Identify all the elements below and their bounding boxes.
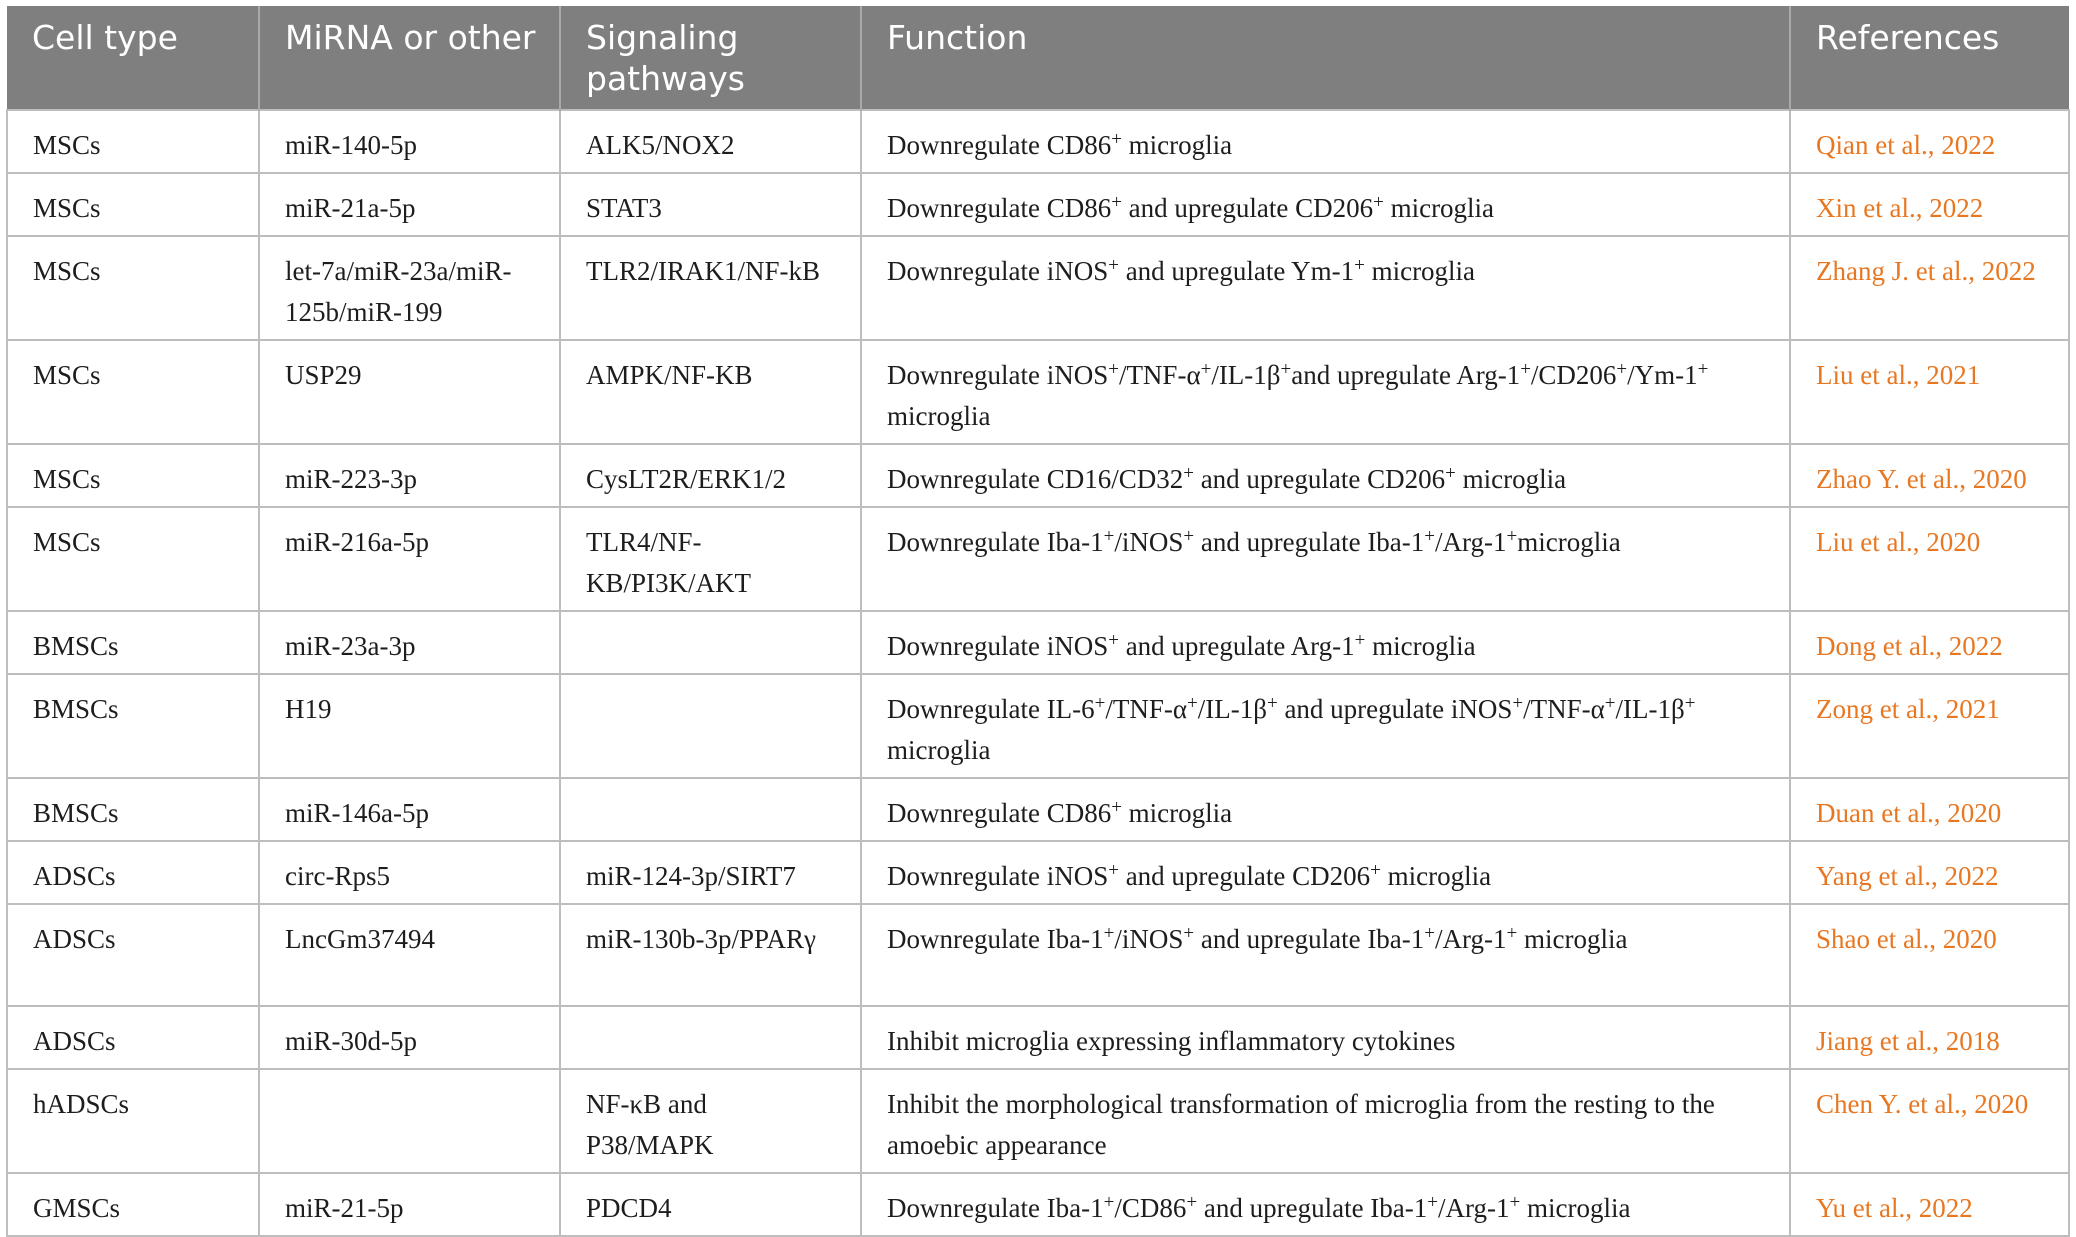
table-row <box>7 1006 2069 1069</box>
cell-type: MSCs <box>7 340 259 444</box>
table-row <box>7 1069 2069 1173</box>
table-row <box>7 904 2069 1006</box>
cell-function: Downregulate iNOS+ and upregulate Arg-1+ microglia <box>861 611 1790 674</box>
cell-pathway: PDCD4 <box>560 1173 861 1236</box>
cell-type: BMSCs <box>7 674 259 778</box>
cell-function: Downregulate iNOS+/TNF-α+/IL-1β+and upregulate Arg-1+/CD206+/Ym-1+ microglia <box>861 340 1790 444</box>
cell-mirna: miR-146a-5p <box>259 778 560 841</box>
table-row <box>7 841 2069 904</box>
cell-type: BMSCs <box>7 778 259 841</box>
table-row <box>7 444 2069 507</box>
cell-pathway <box>560 778 861 841</box>
reference-link[interactable]: Zhang J. et al., 2022 <box>1790 236 2069 340</box>
data-table <box>6 6 2070 1237</box>
cell-type: GMSCs <box>7 1173 259 1236</box>
reference-link[interactable]: Duan et al., 2020 <box>1790 778 2069 841</box>
cell-function: Downregulate Iba-1+/iNOS+ and upregulate Iba-1+/Arg-1+microglia <box>861 507 1790 611</box>
table-row <box>7 173 2069 236</box>
cell-function: Downregulate Iba-1+/iNOS+ and upregulate Iba-1+/Arg-1+ microglia <box>861 904 1790 1006</box>
cell-mirna: USP29 <box>259 340 560 444</box>
cell-function: Inhibit microglia expressing inflammatory cytokines <box>861 1006 1790 1069</box>
reference-link[interactable]: Zong et al., 2021 <box>1790 674 2069 778</box>
reference-link[interactable]: Dong et al., 2022 <box>1790 611 2069 674</box>
cell-mirna: miR-216a-5p <box>259 507 560 611</box>
reference-link[interactable]: Yu et al., 2022 <box>1790 1173 2069 1236</box>
cell-mirna: miR-140-5p <box>259 110 560 173</box>
cell-pathway: miR-130b-3p/PPARγ <box>560 904 861 1006</box>
cell-mirna: miR-223-3p <box>259 444 560 507</box>
cell-type: ADSCs <box>7 841 259 904</box>
header-cell-type: Cell type <box>7 6 259 110</box>
cell-pathway <box>560 611 861 674</box>
cell-function: Downregulate CD16/CD32+ and upregulate CD206+ microglia <box>861 444 1790 507</box>
cell-type: MSCs <box>7 173 259 236</box>
cell-mirna <box>259 1069 560 1173</box>
reference-link[interactable]: Jiang et al., 2018 <box>1790 1006 2069 1069</box>
header-mirna: MiRNA or other <box>259 6 560 110</box>
cell-mirna: miR-30d-5p <box>259 1006 560 1069</box>
reference-link[interactable]: Chen Y. et al., 2020 <box>1790 1069 2069 1173</box>
reference-link[interactable]: Liu et al., 2021 <box>1790 340 2069 444</box>
cell-mirna: circ-Rps5 <box>259 841 560 904</box>
reference-link[interactable]: Zhao Y. et al., 2020 <box>1790 444 2069 507</box>
table-row <box>7 340 2069 444</box>
reference-link[interactable]: Qian et al., 2022 <box>1790 110 2069 173</box>
table-row <box>7 236 2069 340</box>
table-container <box>6 6 2070 1237</box>
cell-pathway: AMPK/NF-KB <box>560 340 861 444</box>
cell-mirna: miR-21a-5p <box>259 173 560 236</box>
cell-type: hADSCs <box>7 1069 259 1173</box>
cell-mirna: LncGm37494 <box>259 904 560 1006</box>
reference-link[interactable]: Xin et al., 2022 <box>1790 173 2069 236</box>
cell-function: Inhibit the morphological transformation of microglia from the resting to the amoebic appearance <box>861 1069 1790 1173</box>
cell-pathway: CysLT2R/ERK1/2 <box>560 444 861 507</box>
cell-type: MSCs <box>7 110 259 173</box>
reference-link[interactable]: Shao et al., 2020 <box>1790 904 2069 1006</box>
cell-pathway: NF-κB and P38/MAPK <box>560 1069 861 1173</box>
cell-type: ADSCs <box>7 1006 259 1069</box>
cell-mirna: H19 <box>259 674 560 778</box>
cell-pathway: STAT3 <box>560 173 861 236</box>
table-row <box>7 611 2069 674</box>
header-row <box>7 6 2069 110</box>
cell-pathway: TLR4/NF-KB/PI3K/AKT <box>560 507 861 611</box>
table-body <box>7 110 2069 1236</box>
cell-mirna: let-7a/miR-23a/miR-125b/miR-199 <box>259 236 560 340</box>
cell-type: MSCs <box>7 444 259 507</box>
table-row <box>7 1173 2069 1236</box>
reference-link[interactable]: Liu et al., 2020 <box>1790 507 2069 611</box>
cell-pathway: TLR2/IRAK1/NF-kB <box>560 236 861 340</box>
header-references: References <box>1790 6 2069 110</box>
cell-type: MSCs <box>7 507 259 611</box>
cell-function: Downregulate iNOS+ and upregulate Ym-1+ microglia <box>861 236 1790 340</box>
cell-function: Downregulate CD86+ microglia <box>861 778 1790 841</box>
table-row <box>7 778 2069 841</box>
header-signaling-pathways: Signaling pathways <box>560 6 861 110</box>
reference-link[interactable]: Yang et al., 2022 <box>1790 841 2069 904</box>
table-row <box>7 674 2069 778</box>
cell-type: MSCs <box>7 236 259 340</box>
cell-function: Downregulate Iba-1+/CD86+ and upregulate Iba-1+/Arg-1+ microglia <box>861 1173 1790 1236</box>
cell-pathway <box>560 1006 861 1069</box>
cell-function: Downregulate iNOS+ and upregulate CD206+ microglia <box>861 841 1790 904</box>
cell-function: Downregulate IL-6+/TNF-α+/IL-1β+ and upregulate iNOS+/TNF-α+/IL-1β+ microglia <box>861 674 1790 778</box>
cell-function: Downregulate CD86+ and upregulate CD206+ microglia <box>861 173 1790 236</box>
cell-type: BMSCs <box>7 611 259 674</box>
cell-pathway <box>560 674 861 778</box>
cell-function: Downregulate CD86+ microglia <box>861 110 1790 173</box>
cell-pathway: miR-124-3p/SIRT7 <box>560 841 861 904</box>
cell-type: ADSCs <box>7 904 259 1006</box>
cell-mirna: miR-21-5p <box>259 1173 560 1236</box>
cell-mirna: miR-23a-3p <box>259 611 560 674</box>
table-row <box>7 110 2069 173</box>
header-function: Function <box>861 6 1790 110</box>
table-header <box>7 6 2069 110</box>
cell-pathway: ALK5/NOX2 <box>560 110 861 173</box>
table-row <box>7 507 2069 611</box>
